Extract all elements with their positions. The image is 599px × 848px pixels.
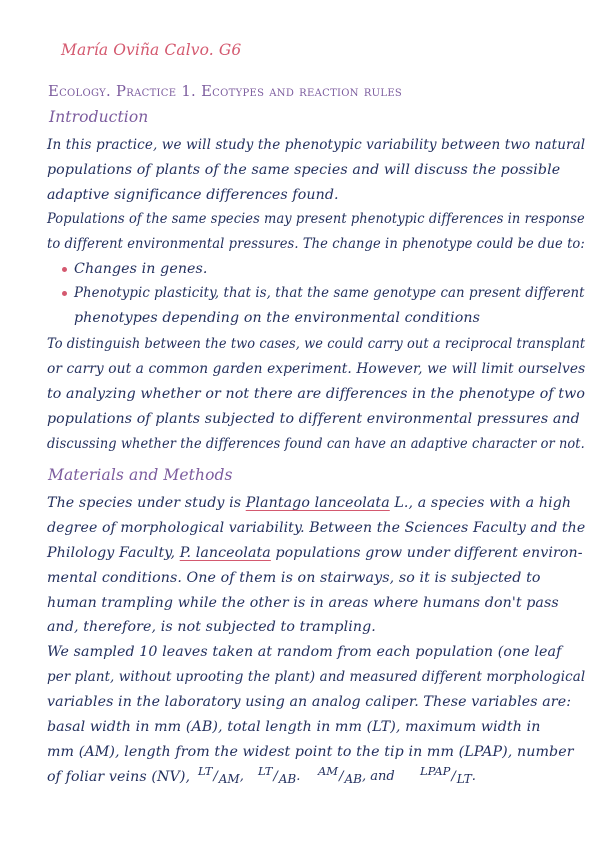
- ratio-am-ab: AM/AB, and: [318, 764, 395, 786]
- ratio-denominator: AM: [218, 772, 240, 786]
- intro-line: to different environmental pressures. The change in phenotype could be due to:: [47, 236, 585, 252]
- text-span: populations grow under different environ-: [270, 545, 583, 561]
- ratio-denominator: AB: [278, 772, 297, 786]
- intro-line: To distinguish between the two cases, we could carry out a reciprocal transplant: [47, 336, 586, 352]
- intro-line: discussing whether the differences found can have an adaptive character or not.: [47, 436, 585, 452]
- intro-line: In this practice, we will study the phenotypic variability between two natural: [47, 137, 586, 153]
- methods-line: per plant, without uprooting the plant) and measured different morphological: [47, 669, 586, 685]
- ratio-denominator: AB: [344, 772, 362, 786]
- methods-line: human trampling while the other is in areas where humans don't pass: [47, 595, 559, 611]
- methods-line: [47, 496, 571, 510]
- ratio-denominator: LT: [456, 772, 472, 786]
- ratio-separator: , and: [361, 769, 395, 784]
- bullet-item: Phenotypic plasticity, that is, that the same genotype can present different: [74, 285, 585, 301]
- ratio-numerator: AM: [318, 764, 339, 778]
- bullet-item: Changes in genes.: [74, 261, 208, 277]
- methods-line: [47, 546, 583, 560]
- practice-title: Ecology. Practice 1. Ecotypes and reaction rules: [48, 83, 403, 100]
- bullet-item-continuation: phenotypes depending on the environmental conditions: [74, 310, 481, 326]
- ratio-numerator: LT: [198, 764, 213, 778]
- ratio-lt-ab: LT/AB.: [258, 764, 301, 786]
- ratio-numerator: LT: [258, 764, 273, 778]
- intro-line: to analyzing whether or not there are differences in the phenotype of two: [47, 386, 585, 402]
- ratio-lpap-lt: LPAP/LT.: [420, 764, 476, 786]
- intro-line: populations of plants of the same species and will discuss the possible: [47, 162, 561, 178]
- methods-heading: Materials and Methods: [48, 466, 233, 484]
- ratio-separator: ,: [239, 769, 244, 784]
- introduction-heading: Introduction: [49, 108, 149, 126]
- methods-line: basal width in mm (AB), total length in mm (LT), maximum width in: [47, 719, 541, 735]
- text-span: L., a species with a high: [389, 495, 572, 511]
- methods-line: mm (AM), length from the widest point to the tip in mm (LPAP), number: [47, 744, 574, 760]
- ratio-lt-am: LT/AM,: [198, 764, 244, 786]
- species-abbrev-underlined: P. lanceolata: [179, 545, 271, 561]
- methods-line: We sampled 10 leaves taken at random from each population (one leaf: [47, 644, 562, 660]
- author-name: María Oviña Calvo. G6: [61, 41, 242, 59]
- methods-line: and, therefore, is not subjected to trampling.: [47, 619, 376, 635]
- ratio-separator: .: [471, 769, 476, 784]
- intro-line: adaptive significance differences found.: [47, 187, 339, 203]
- methods-line: degree of morphological variability. Between the Sciences Faculty and the: [47, 520, 586, 536]
- intro-line: or carry out a common garden experiment. However, we will limit ourselves: [47, 361, 586, 377]
- ratio-numerator: LPAP: [420, 764, 451, 778]
- bullet-dot: [62, 291, 67, 296]
- intro-line: Populations of the same species may present phenotypic differences in response: [47, 211, 585, 227]
- text-span: The species under study is: [47, 495, 246, 511]
- methods-line: mental conditions. One of them is on stairways, so it is subjected to: [47, 570, 541, 586]
- methods-line: variables in the laboratory using an analog caliper. These variables are:: [47, 694, 572, 710]
- intro-line: populations of plants subjected to different environmental pressures and: [47, 411, 580, 427]
- ratio-separator: .: [296, 769, 301, 784]
- methods-line: of foliar veins (NV),: [47, 769, 191, 785]
- text-span: Philology Faculty,: [47, 545, 180, 561]
- species-name-underlined: Plantago lanceolata: [245, 495, 390, 511]
- bullet-dot: [62, 267, 67, 272]
